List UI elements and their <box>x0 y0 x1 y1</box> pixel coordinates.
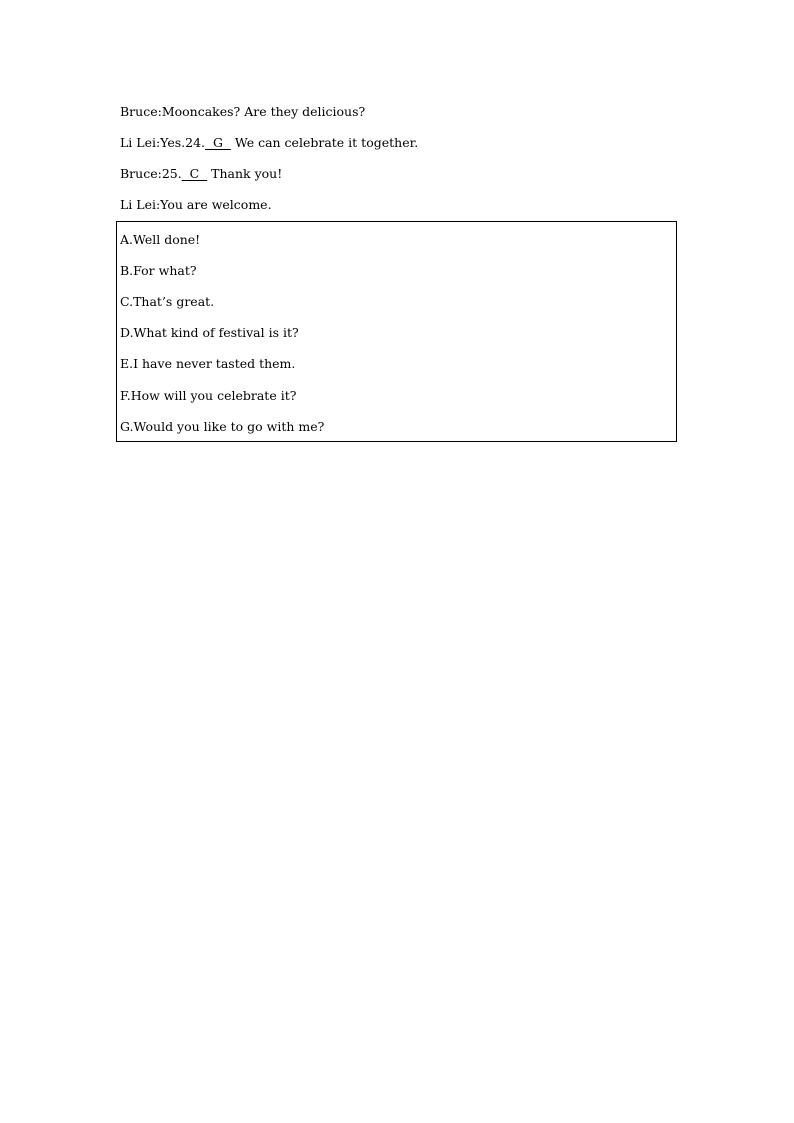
options-box <box>116 221 677 442</box>
option-c: C.That’s great. <box>120 294 215 309</box>
dialogue-line-3-prefix: Bruce:25. <box>120 166 182 181</box>
answer-blank-24: G <box>205 135 231 150</box>
dialogue-line-2-suffix: We can celebrate it together. <box>230 135 419 150</box>
dialogue-line-3 <box>120 164 282 184</box>
option-d: D.What kind of festival is it? <box>120 325 299 340</box>
dialogue-line-1: Bruce:Mooncakes? Are they delicious? <box>120 104 366 119</box>
dialogue-line-2 <box>120 133 418 153</box>
option-g: G.Would you like to go with me? <box>120 419 325 434</box>
option-e: E.I have never tasted them. <box>120 356 296 371</box>
option-f: F.How will you celebrate it? <box>120 388 297 403</box>
answer-blank-25: C <box>181 166 208 181</box>
dialogue-line-3-suffix: Thank you! <box>207 166 283 181</box>
option-a: A.Well done! <box>120 232 201 247</box>
dialogue-line-2-prefix: Li Lei:Yes.24. <box>120 135 206 150</box>
dialogue-line-4: Li Lei:You are welcome. <box>120 197 272 212</box>
option-b: B.For what? <box>120 263 197 278</box>
